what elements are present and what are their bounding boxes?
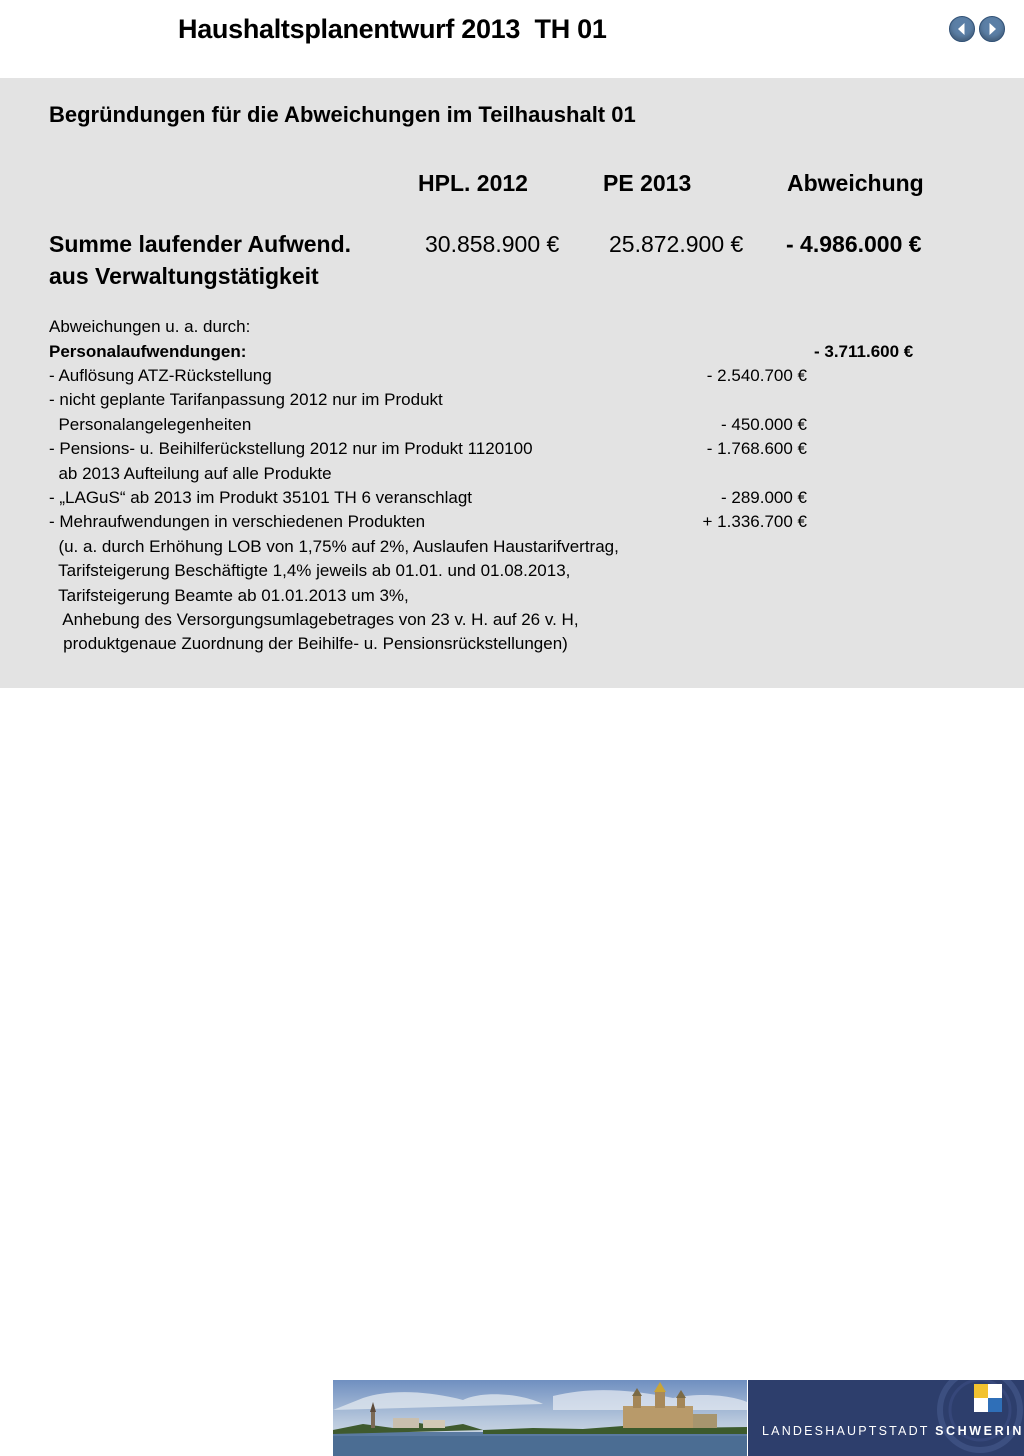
detail-item-value: - 289.000 € — [720, 488, 807, 507]
detail-item-text: - Mehraufwendungen in verschiedenen Produkten — [49, 512, 426, 531]
city-panorama-image — [333, 1380, 747, 1456]
brand-prefix: LANDESHAUPTSTADT — [762, 1424, 930, 1438]
detail-item-text: Tarifsteigerung Beschäftigte 1,4% jeweils ab 01.01. und 01.08.2013, — [49, 561, 571, 580]
column-header-hpl-2012: HPL. 2012 — [418, 170, 528, 196]
brand-city: SCHWERIN — [935, 1424, 1024, 1438]
detail-item-text: - Pensions- u. Beihilferückstellung 2012 nur im Produkt 1120100 — [49, 439, 533, 458]
brand-logo-area — [748, 1380, 1024, 1456]
chevron-left-circle-icon[interactable] — [949, 16, 975, 42]
detail-item-value: + 1.336.700 € — [702, 512, 807, 531]
detail-item-value: - 1.768.600 € — [706, 439, 807, 458]
detail-item-text: Anhebung des Versorgungsumlagebetrages von 23 v. H. auf 26 v. H, — [49, 610, 579, 629]
column-header-abweichung: Abweichung — [787, 170, 924, 196]
page-title: Haushaltsplanentwurf 2013 TH 01 — [178, 14, 607, 44]
summary-abweichung-value: - 4.986.000 € — [786, 231, 922, 257]
personal-label: Personalaufwendungen: — [49, 342, 247, 361]
detail-item-text: produktgenaue Zuordnung der Beihilfe- u. Pensionsrückstellungen) — [49, 634, 568, 653]
summary-pe-2013-value: 25.872.900 € — [609, 231, 744, 257]
detail-item-text: (u. a. durch Erhöhung LOB von 1,75% auf 2%, Auslaufen Haustarifvertrag, — [49, 537, 619, 556]
detail-item-text: - nicht geplante Tarifanpassung 2012 nur im Produkt — [49, 390, 443, 409]
seal-watermark-icon — [748, 1380, 1024, 1456]
personal-value: - 3.711.600 € — [814, 342, 914, 361]
chevron-right-circle-icon[interactable] — [979, 16, 1005, 42]
detail-item-value: - 450.000 € — [720, 415, 807, 434]
column-header-pe-2013: PE 2013 — [603, 170, 692, 196]
brand-text — [762, 1424, 1024, 1438]
summary-label-line2: aus Verwaltungstätigkeit — [49, 263, 319, 289]
detail-item-text: ab 2013 Aufteilung auf alle Produkte — [49, 464, 332, 483]
footer-bar — [0, 688, 1024, 1438]
intro-text: Abweichungen u. a. durch: — [49, 317, 251, 336]
summary-label-line1: Summe laufender Aufwend. — [49, 231, 352, 257]
detail-item-text: Personalangelegenheiten — [49, 415, 252, 434]
detail-item-text: Tarifsteigerung Beamte ab 01.01.2013 um 3%, — [49, 586, 409, 605]
detail-item-text: - „LAGuS“ ab 2013 im Produkt 35101 TH 6 veranschlagt — [49, 488, 473, 507]
section-subtitle: Begründungen für die Abweichungen im Teilhaushalt 01 — [49, 102, 636, 127]
summary-hpl-2012-value: 30.858.900 € — [425, 231, 560, 257]
detail-item-value: - 2.540.700 € — [706, 366, 807, 385]
detail-item-text: - Auflösung ATZ-Rückstellung — [49, 366, 272, 385]
header-bar — [0, 0, 1024, 78]
